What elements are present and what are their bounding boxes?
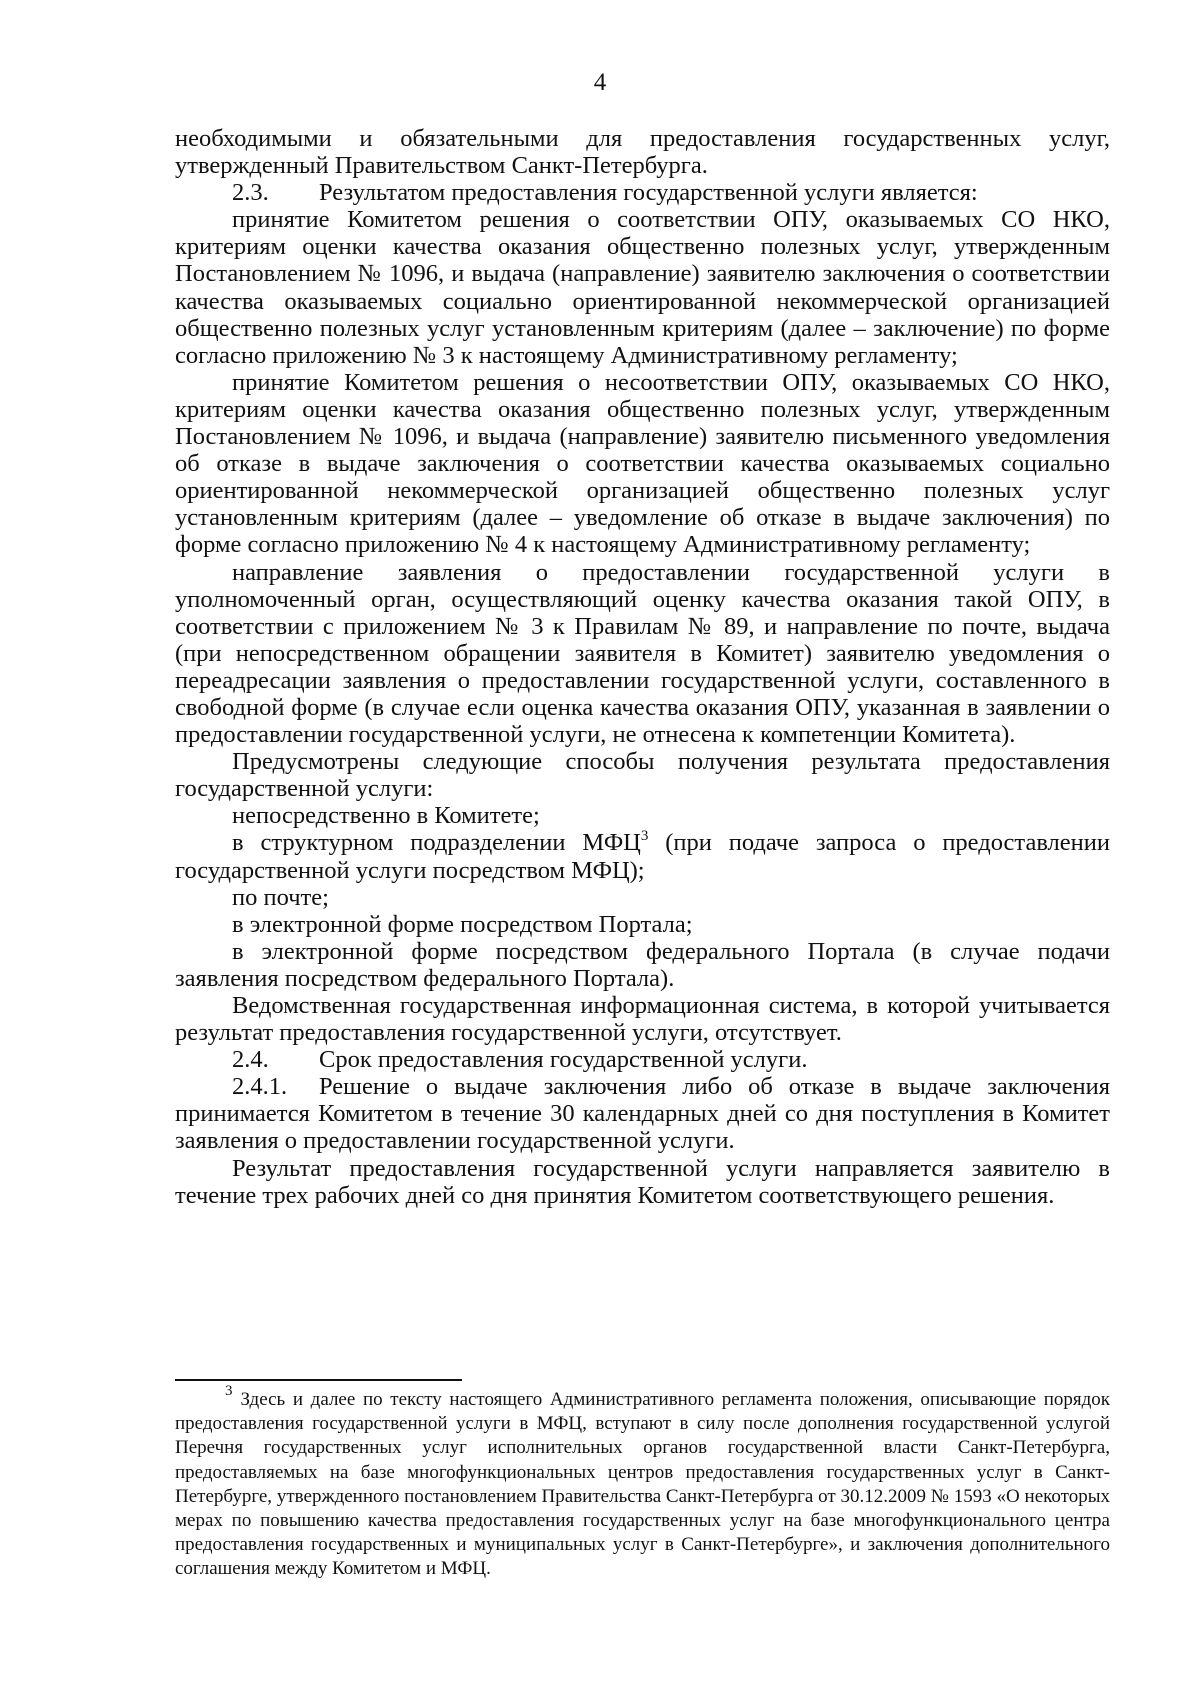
list-item-committee: непосредственно в Комитете; <box>232 802 540 830</box>
paragraph-result-delivery: Результат предоставления государственной услуги направляется заявителю в течение трех рабочих дней со дня принятия Комитетом соответствующего решения. <box>175 1154 1110 1209</box>
paragraph-methods-intro: Предусмотрены следующие способы получения результата предоставления государственной услуги: <box>175 748 1110 803</box>
footnote <box>175 1383 1110 1582</box>
list-item-mfc <box>175 829 1110 883</box>
paragraph-info-system: Ведомственная государственная информационная система, в которой учитывается результат предоставления государственной услуги, отсутствует. <box>175 992 1110 1047</box>
section-number: 2.4. <box>232 1046 269 1074</box>
section-number: 2.3. <box>232 179 269 207</box>
footnote-reference[interactable]: 3 <box>640 828 649 845</box>
section-text: Решение о выдаче заключения либо об отказе в выдаче заключения принимается Комитетом в течение 30 календарных дней со дня поступления в Комитет заявления о предоставлении государственной услуги. <box>175 1073 1110 1155</box>
section-2-4-1 <box>175 1073 1110 1154</box>
section-text: Срок предоставления государственной услуги. <box>319 1046 808 1074</box>
section-text: Результатом предоставления государственной услуги является: <box>319 179 978 207</box>
paragraph-result-conformity: принятие Комитетом решения о соответствии ОПУ, оказываемых СО НКО, критериям оценки качества оказания общественно полезных услуг, утвержденным Постановлением № 1096, и выдача (направление) заявителю заключения о соответствии качества оказываемых социально ориентированной некоммерческой организацией общественно полезных услуг установленным критериям (далее – заключение) по форме согласно приложению № 3 к настоящему Административному регламенту; <box>175 206 1110 369</box>
footnote-paragraph <box>175 1383 1110 1582</box>
list-item-mfc-text-rest: (при подаче запроса о предоставлении государственной услуги посредством МФЦ); <box>175 829 1110 884</box>
paragraph-result-redirect: направление заявления о предоставлении государственной услуги в уполномоченный орган, осуществляющий оценку качества оказания такой ОПУ, в соответствии с приложением № 3 к Правилам № 89, и направление по почте, выдача (при непосредственном обращении заявителя в Комитет) заявителю уведомления о переадресации заявления о предоставлении государственной услуги, составленного в свободной форме (в случае если оценка качества оказания ОПУ, указанная в заявлении о предоставлении государственной услуги, не отнесена к компетенции Комитета). <box>175 558 1110 749</box>
page-number: 4 <box>593 69 607 96</box>
list-item-federal-portal: в электронной форме посредством федерального Портала (в случае подачи заявления посредством федерального Портала). <box>175 937 1110 992</box>
section-2-3 <box>175 179 1110 206</box>
footnote-mark: 3 <box>225 1383 233 1399</box>
paragraph-result-nonconformity: принятие Комитетом решения о несоответствии ОПУ, оказываемых СО НКО, критериям оценки качества оказания общественно полезных услуг, утвержденным Постановлением № 1096, и выдача (направление) заявителю письменного уведомления об отказе в выдаче заключения о соответствии качества оказываемых социально ориентированной некоммерческой организацией общественно полезных услуг установленным критериям (далее – уведомление об отказе в выдаче заключения) по форме согласно приложению № 4 к настоящему Административному регламенту; <box>175 368 1110 559</box>
body-text <box>175 125 1110 1209</box>
section-2-4 <box>175 1046 1110 1073</box>
list-item-mfc-text: в структурном подразделении МФЦ <box>232 829 641 857</box>
footnote-text: Здесь и далее по тексту настоящего Административного регламента положения, описывающие порядок предоставления государственной услуги в МФЦ, вступают в силу после дополнения государственной услугой Перечня государственных услуг исполнительных органов государственной власти Санкт-Петербурга, предоставляемых на базе многофункциональных центров предоставления государственных услуг в Санкт-Петербурге, утвержденного постановлением Правительства Санкт-Петербурга от 30.12.2009 № 1593 «О некоторых мерах по повышению качества предоставления государственных услуг на базе многофункционального центра предоставления государственных и муниципальных услуг в Санкт-Петербурге», и заключения дополнительного соглашения между Комитетом и МФЦ. <box>175 1389 1110 1580</box>
list-item-portal: в электронной форме посредством Портала; <box>232 910 693 938</box>
paragraph-continuation: необходимыми и обязательными для предоставления государственных услуг, утвержденный Правительством Санкт-Петербурга. <box>175 125 1110 180</box>
section-number: 2.4.1. <box>232 1073 288 1101</box>
footnote-divider <box>175 1379 462 1381</box>
list-item-post: по почте; <box>232 883 329 911</box>
